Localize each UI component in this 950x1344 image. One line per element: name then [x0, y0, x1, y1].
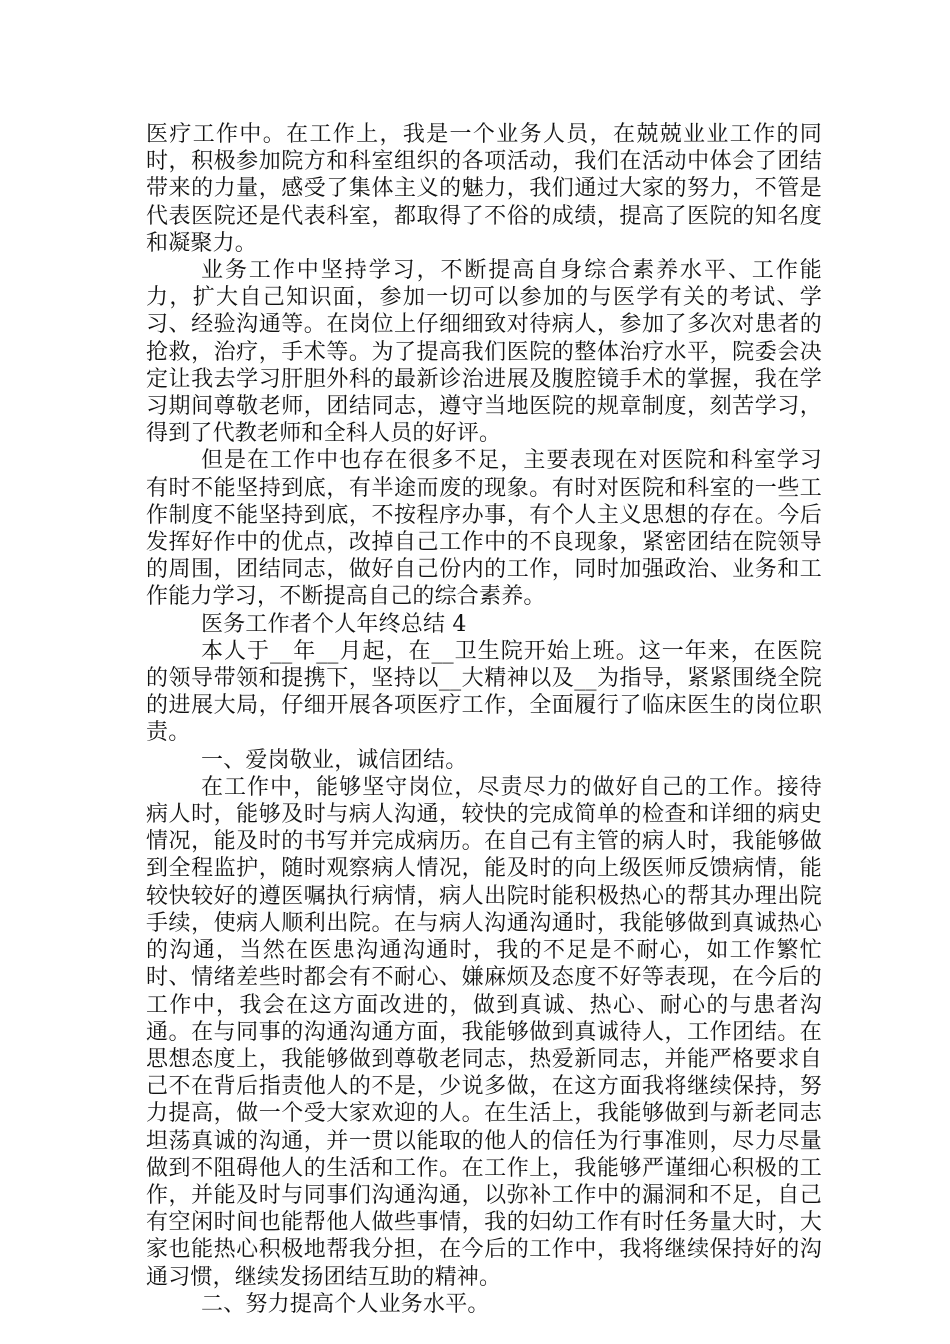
paragraph-1: 医疗工作中。在工作上，我是一个业务人员，在兢兢业业工作的同时，积极参加院方和科室组织的各项活动，我们在活动中体会了团结带来的力量，感受了集体主义的魅力，我们通过大家的努力，不管是代表医院还是代表科室，都取得了不俗的成绩，提高了医院的知名度和凝聚力。	[146, 122, 822, 256]
paragraph-5: 在工作中，能够坚守岗位，尽责尽力的做好自己的工作。接待病人时，能够及时与病人沟通，较快的完成简单的检查和详细的病史情况，能及时的书写并完成病历。在自己有主管的病人时，我能够做到全程监护，随时观察病人情况，能及时的向上级医师反馈病情，能较快较好的遵医嘱执行病情，病人出院时能积极热心的帮其办理出院手续，使病人顺利出院。在与病人沟通沟通时，我能够做到真诚热心的沟通，当然在医患沟通沟通时，我的不足是不耐心，如工作繁忙时、情绪差些时都会有不耐心、嫌麻烦及态度不好等表现，在今后的工作中，我会在这方面改进的，做到真诚、热心、耐心的与患者沟通。在与同事的沟通沟通方面，我能够做到真诚待人，工作团结。在思想态度上，我能够做到尊敬老同志，热爱新同志，并能严格要求自己不在背后指责他人的不是，少说多做，在这方面我将继续保持，努力提高，做一个受大家欢迎的人。在生活上，我能够做到与新老同志坦荡真诚的沟通，并一贯以能取的他人的信任为行事准则，尽力尽量做到不阻碍他人的生活和工作。在工作上，我能够严谨细心积极的工作，并能及时与同事们沟通沟通，以弥补工作中的漏洞和不足，自己有空闲时间也能帮他人做些事情，我的妇幼工作有时任务量大时，大家也能热心积极地帮我分担，在今后的工作中，我将继续保持好的沟通习惯，继续发扬团结互助的精神。	[146, 774, 822, 1290]
paragraph-3: 但是在工作中也存在很多不足，主要表现在对医院和科室学习有时不能坚持到底，有半途而废的现象。有时对医院和科室的一些工作制度不能坚持到底，不按程序办事，有个人主义思想的存在。今后发挥好作中的优点，改掉自己工作中的不良现象，紧密团结在院领导的周围，团结同志，做好自己份内的工作，同时加强政治、业务和工作能力学习，不断提高自己的综合素养。	[146, 448, 822, 610]
section-title: 医务工作者个人年终总结 4	[201, 611, 467, 637]
heading-2: 二、努力提高个人业务水平。	[201, 1291, 490, 1317]
document-body	[146, 121, 822, 1318]
paragraph-4: 本人于__年__月起，在__卫生院开始上班。这一年来，在医院的领导带领和提携下，坚持以__大精神以及__为指导，紧紧围绕全院的进展大局，仔细开展各项医疗工作，全面履行了临床医生的岗位职责。	[146, 638, 822, 746]
paragraph-2: 业务工作中坚持学习，不断提高自身综合素养水平、工作能力，扩大自己知识面，参加一切可以参加的与医学有关的考试、学习、经验沟通等。在岗位上仔细细致对待病人，参加了多次对患者的抢救，治疗，手术等。为了提高我们医院的整体治疗水平，院委会决定让我去学习肝胆外科的最新诊治进展及腹腔镜手术的掌握，我在学习期间尊敬老师，团结同志，遵守当地医院的规章制度，刻苦学习，得到了代教老师和全科人员的好评。	[146, 258, 822, 447]
heading-1: 一、爱岗敬业，诚信团结。	[201, 747, 468, 773]
